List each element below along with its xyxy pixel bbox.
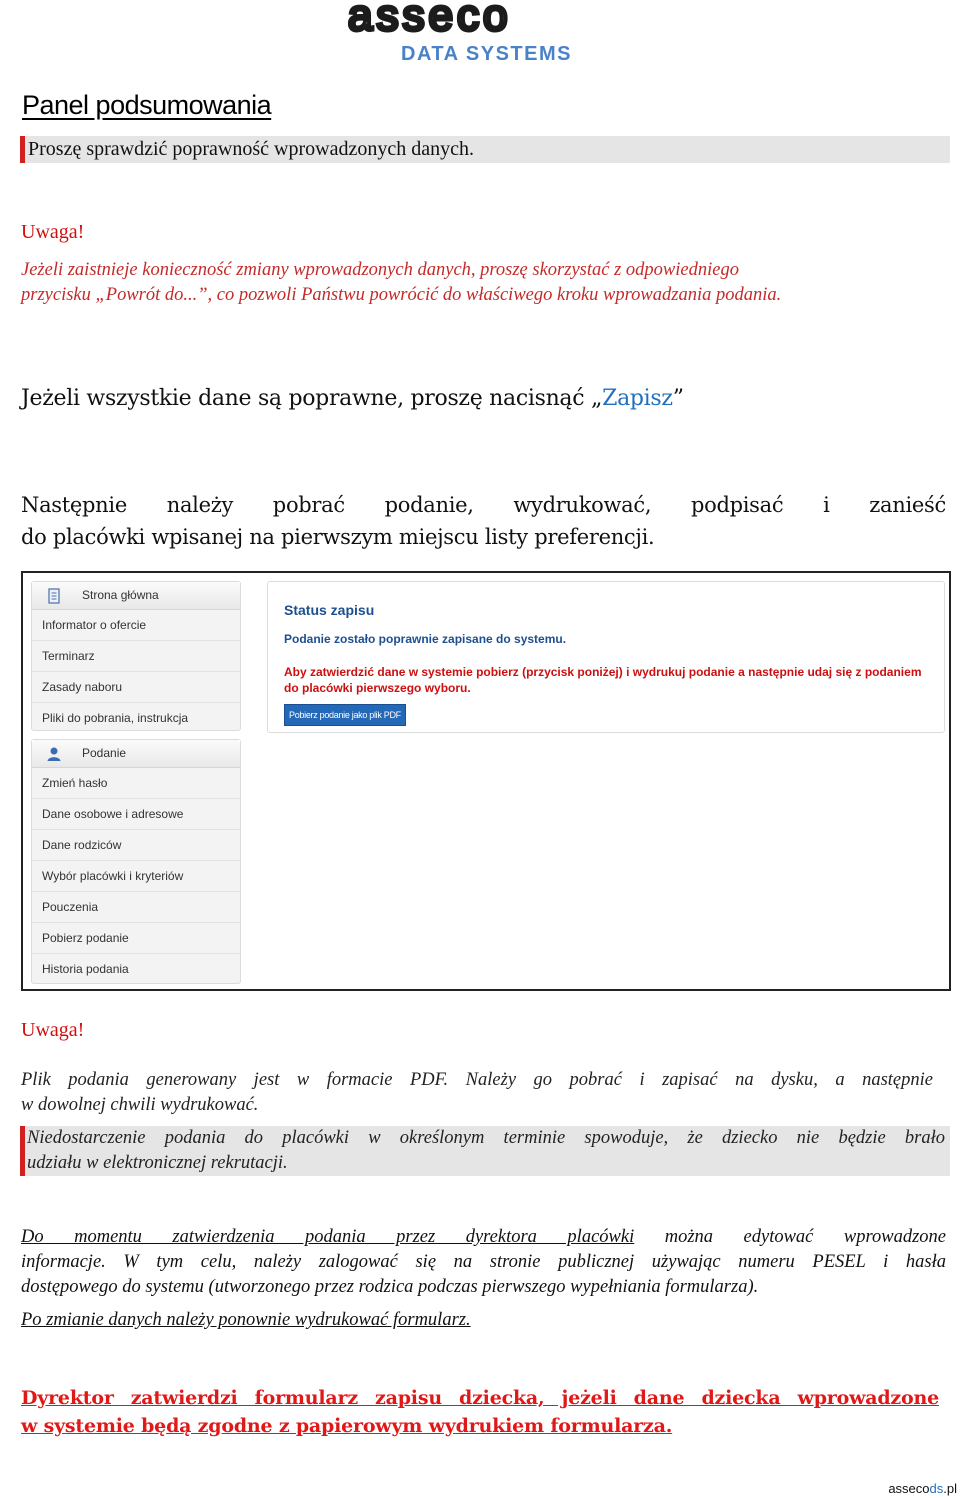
download-pdf-button[interactable]: Pobierz podanie jako plik PDF [284,704,406,726]
menu-header-home[interactable] [32,582,240,610]
menu-divider [32,671,240,672]
status-panel [267,581,945,733]
next-steps-line-2: do placówki wpisanej na pierwszym miejscu listy preferencji. [21,525,655,549]
pdf-note-line-2: w dowolnej chwili wydrukować. [21,1095,259,1115]
page-title: Panel podsumowania [22,90,272,120]
menu-header-application-label: Podanie [82,746,127,760]
status-success-message: Podanie zostało poprawnie zapisane do systemu. [284,632,567,646]
status-warning-message: Aby zatwierdzić dane w systemie pobierz (przycisk poniżej) i wydrukuj podanie a następnie udaj się z podaniem do placówki pierwszego wyboru. [284,665,922,695]
back-note-line-1: Jeżeli zaistnieje konieczność zmiany wprowadzonych danych, proszę skorzystać z odpowiedniego [21,260,739,280]
embedded-screenshot [21,571,951,991]
menu-item-parents-data[interactable]: Dane rodziców [42,838,122,852]
status-title: Status zapisu [284,602,375,618]
edit-note-line-3: dostępowego do systemu (utworzonego przez rodzica podczas pierwszego wypełniania formularza). [21,1277,759,1297]
warning-label: Uwaga! [21,221,85,243]
menu-divider [32,702,240,703]
menu-item-zasady[interactable]: Zasady naboru [42,680,123,694]
menu-divider [32,640,240,641]
menu-item-download[interactable]: Pobierz podanie [42,931,129,945]
back-note [21,258,941,308]
save-instruction-prefix: Jeżeli wszystkie dane są poprawne, proszę nacisnąć „ [21,386,603,411]
edit-note-line-1-rest: można edytować wprowadzone [634,1227,946,1247]
menu-item-instructions[interactable]: Pouczenia [42,900,99,914]
edit-note [21,1225,946,1300]
delivery-note-bar [20,1126,950,1176]
pdf-note-line-1: Plik podania generowany jest w formacie PDF. Należy go pobrać i zapisać na dysku, a następnie [21,1070,933,1090]
menu-divider [32,798,240,799]
footer-prefix: asseco [888,1481,930,1496]
director-note-line-2: w systemie będą zgodne z papierowym wydrukiem formularza. [21,1415,673,1437]
user-icon [46,746,62,762]
save-instruction [21,386,684,411]
menu-item-history[interactable]: Historia podania [42,962,129,976]
menu-item-personal-data[interactable]: Dane osobowe i adresowe [42,807,184,821]
footer-suffix: .pl [943,1481,957,1496]
document-icon [46,588,62,604]
footer-domain [888,1481,957,1496]
menu-divider [32,829,240,830]
save-instruction-suffix: ” [672,386,684,411]
delivery-note-line-2: udziału w elektronicznej rekrutacji. [27,1153,288,1173]
menu-item-change-password[interactable]: Zmień hasło [42,776,108,790]
asseco-logo [348,0,610,70]
check-note-bar [20,136,950,163]
menu-divider [32,860,240,861]
back-note-line-2: przycisku „Powrót do...”, co pozwoli Państwu powrócić do właściwego kroku wprowadzania podania. [21,285,782,305]
menu-header-application[interactable] [32,740,240,768]
next-steps-line-1: Następnie należy pobrać podanie, wydrukować, podpisać i zanieść [21,493,946,517]
check-note-text: Proszę sprawdzić poprawność wprowadzonych danych. [28,138,474,160]
menu-divider [32,891,240,892]
menu-divider [32,953,240,954]
menu-item-informator[interactable]: Informator o ofercie [42,618,147,632]
footer-highlight: ds [929,1481,944,1496]
director-note [21,1384,939,1440]
edit-note-underlined: Do momentu zatwierdzenia podania przez dyrektora placówki [21,1227,635,1247]
delivery-note-line-1: Niedostarczenie podania do placówki w określonym terminie spowoduje, że dziecko nie będzie brało [27,1128,945,1148]
save-keyword: Zapisz [602,386,673,411]
menu-item-terminarz[interactable]: Terminarz [42,649,95,663]
menu-item-facility-choice[interactable]: Wybór placówki i kryteriów [42,869,184,883]
menu-divider [32,922,240,923]
next-steps [21,489,946,553]
after-change-note: Po zmianie danych należy ponownie wydrukować formularz. [21,1310,471,1330]
logo-brand: asseco [348,0,512,40]
edit-note-line-2: informacje. W tym celu, należy zalogować się na stronie publicznej używając numeru PESEL i hasła [21,1252,946,1272]
pdf-note [21,1068,933,1118]
menu-panel-application [31,739,241,984]
menu-header-home-label: Strona główna [82,588,159,602]
menu-panel-home [31,581,241,731]
warning-label: Uwaga! [21,1019,85,1041]
logo-subtitle: DATA SYSTEMS [401,43,572,65]
menu-item-pliki[interactable]: Pliki do pobrania, instrukcja [42,711,189,725]
director-note-line-1: Dyrektor zatwierdzi formularz zapisu dziecka, jeżeli dane dziecka wprowadzone [21,1387,939,1409]
